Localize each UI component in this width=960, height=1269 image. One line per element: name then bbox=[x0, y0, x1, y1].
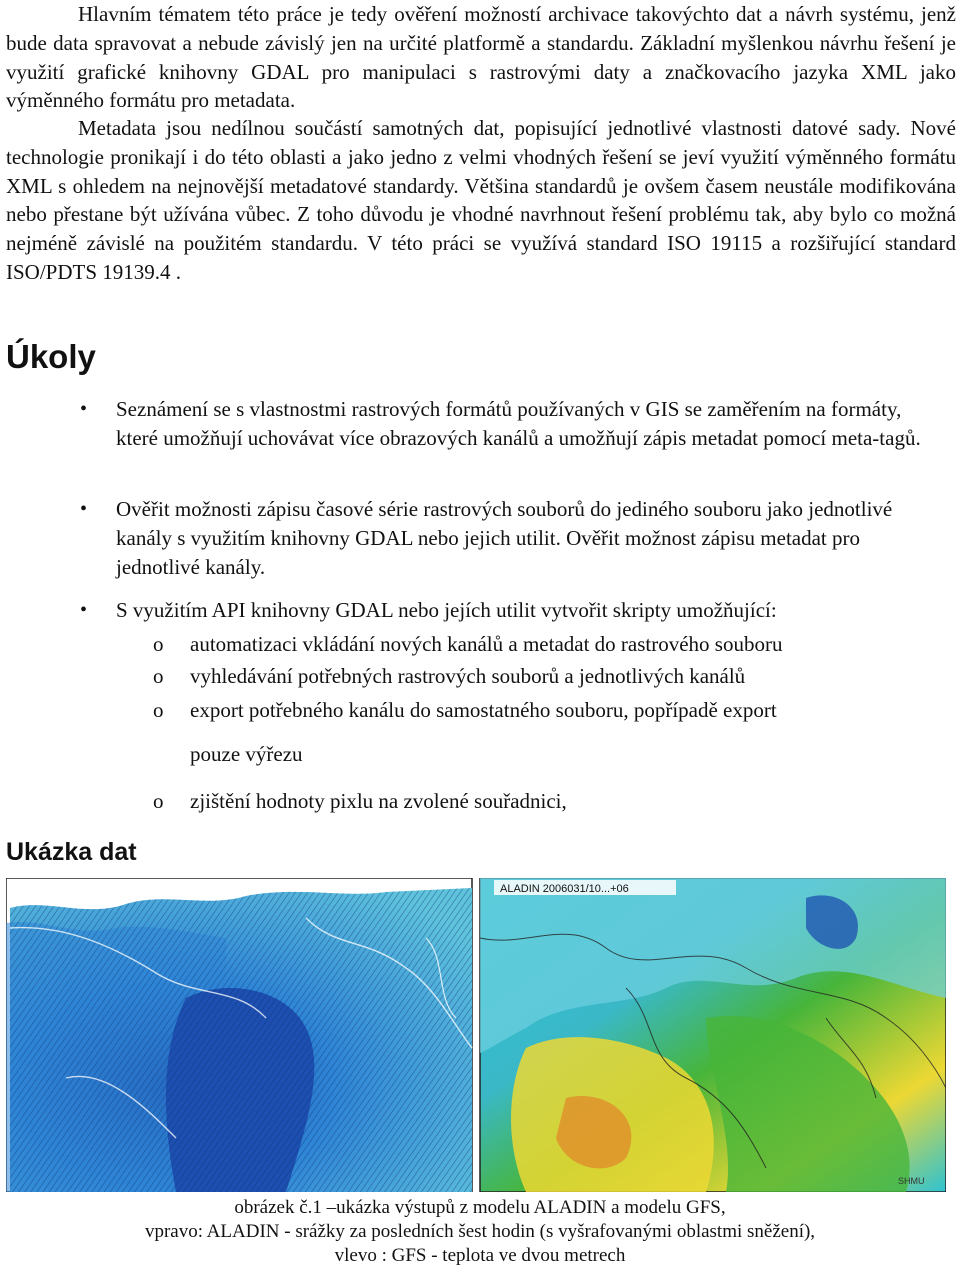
subtask-text: automatizaci vkládání nových kanálů a metadat do rastrového souboru bbox=[190, 632, 783, 656]
subtask-marker: o bbox=[153, 664, 164, 688]
intro-paragraph-1-text: Hlavním tématem této práce je tedy ověření možností archivace takovýchto dat a návrh systému, jenž bude data spravovat a nebude závislý jen na určité platformě a standardu. Základní myšlenkou návrhu řešení je využití grafické knihovny GDAL pro manipulaci s rastrovými daty a značkovacího jazyka XML jako výměnného formátu pro metadata. bbox=[6, 2, 956, 113]
gfs-temperature-map bbox=[6, 878, 472, 1192]
task-text: S využitím API knihovny GDAL nebo jejích utilit vytvořit skripty umožňující: bbox=[116, 598, 777, 622]
subtask-text: pouze výřezu bbox=[190, 742, 303, 766]
figure-caption-line-3: vlevo : GFS - teplota ve dvou metrech bbox=[334, 1245, 626, 1266]
figure-caption-line-2: vpravo: ALADIN - srážky za posledních šest hodin (s vyšrafovanými oblastmi sněžení), bbox=[144, 1221, 816, 1242]
subtask-marker: o bbox=[153, 632, 164, 656]
subtask-marker: o bbox=[153, 698, 164, 722]
figure-caption-line-1: obrázek č.1 –ukázka výstupů z modelu ALADIN a modelu GFS, bbox=[234, 1197, 726, 1218]
intro-paragraph-1 bbox=[6, 0, 956, 115]
task-text: Ověřit možnosti zápisu časové série rastrových souborů do jediného souboru jako jednotlivé kanály s využitím knihovny GDAL nebo jejich utilit. Ověřit možnost zápisu metadat pro jednotlivé kanály. bbox=[116, 497, 893, 579]
sample-data-heading: Ukázka dat bbox=[6, 838, 137, 866]
map-corner-mark: SHMU bbox=[898, 1176, 925, 1186]
tasks-heading: Úkoly bbox=[6, 338, 96, 375]
intro-paragraph-2 bbox=[6, 114, 956, 287]
bullet-icon: • bbox=[80, 498, 88, 520]
aladin-precipitation-map bbox=[480, 878, 946, 1192]
subtask-text: export potřebného kanálu do samostatného souboru, popřípadě export bbox=[190, 698, 777, 722]
map-stamp: ALADIN 2006031/10...+06 bbox=[500, 883, 629, 895]
subtask-marker: o bbox=[153, 789, 164, 813]
bullet-icon: • bbox=[80, 599, 88, 621]
subtask-text: zjištění hodnoty pixlu na zvolené souřadnici, bbox=[190, 789, 567, 813]
bullet-icon: • bbox=[80, 398, 88, 420]
subtask-text: vyhledávání potřebných rastrových souborů a jednotlivých kanálů bbox=[190, 664, 746, 688]
intro-paragraph-2-text: Metadata jsou nedílnou součástí samotných dat, popisující jednotlivé vlastnosti datové sady. Nové technologie pronikají i do této oblasti a jako jedno z velmi vhodných řešení se jeví využití výměnného formátu XML s ohledem na nejnovější metadatové standardy. Většina standardů je ovšem časem neustále modifikována nebo přestane být užívána vůbec. Z toho důvodu je vhodné navrhnout řešení problému tak, aby bylo co možná nejméně závislé na použitém standardu. V této práci se využívá standard ISO 19115 a rozšiřující standard ISO/PDTS 19139.4 . bbox=[6, 116, 956, 284]
task-text: Seznámení se s vlastnostmi rastrových formátů používaných v GIS se zaměřením na formáty, které umožňují uchovávat více obrazových kanálů a umožňují zápis metadat pomocí meta-tagů. bbox=[116, 397, 921, 450]
weather-maps-figure bbox=[6, 878, 946, 1192]
